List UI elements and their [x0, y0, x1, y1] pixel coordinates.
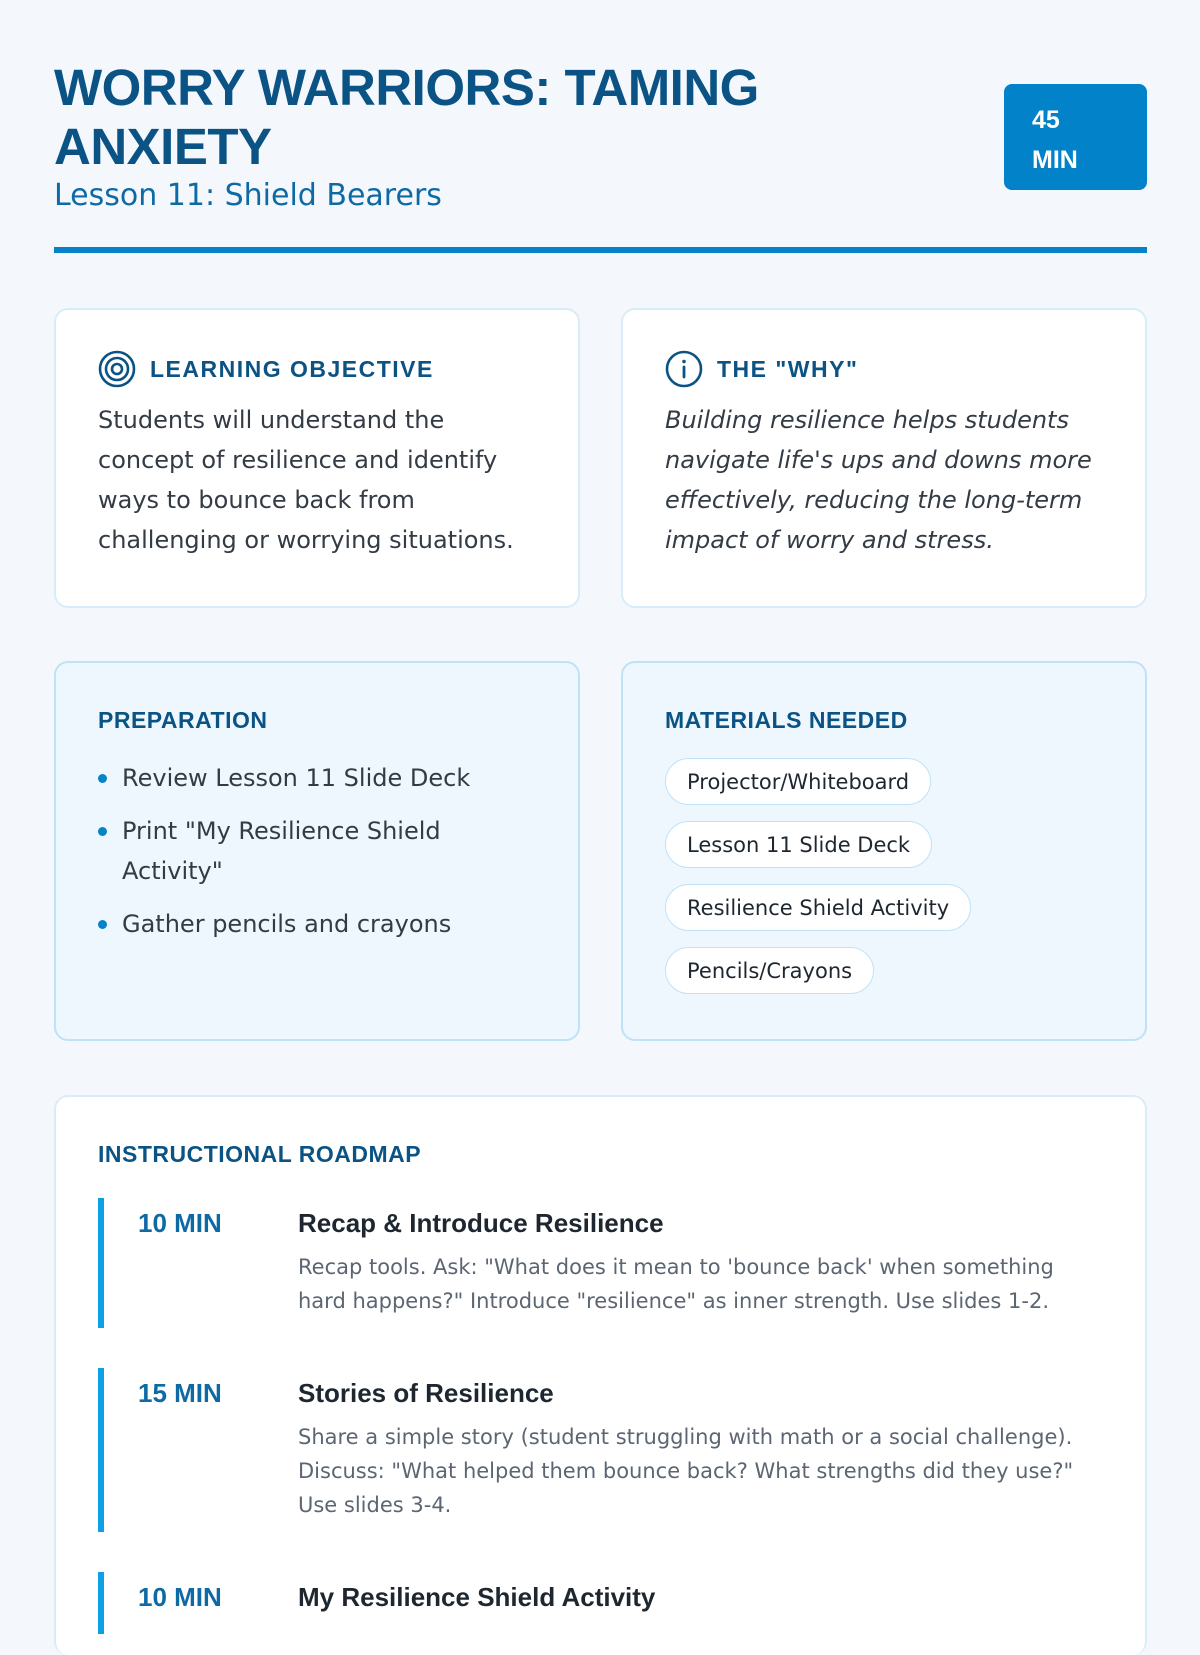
header-divider: [54, 247, 1147, 253]
preparation-heading: PREPARATION: [98, 707, 268, 733]
duration-value: 45: [1032, 106, 1060, 134]
page-title: WORRY WARRIORS: TAMING ANXIETY: [54, 59, 759, 175]
list-item: Print "My Resilience Shield Activity": [98, 811, 538, 891]
learning-objective-card: [54, 308, 580, 608]
materials-list: [665, 758, 1105, 994]
step-description: Recap tools. Ask: "What does it mean to 'bounce back' when something hard happens?" Introduce "resilience" as inner strength. Use slides 1-2.: [298, 1255, 1054, 1313]
step-title: Recap & Introduce Resilience: [298, 1208, 664, 1238]
step-description: Share a simple story (student struggling with math or a social challenge). Discuss: "What helped them bounce back? What strengths did they use?" Use slides 3-4.: [298, 1425, 1074, 1517]
header: [54, 0, 1147, 254]
material-chip: Lesson 11 Slide Deck: [665, 821, 932, 868]
roadmap-step: [98, 1572, 1105, 1634]
learning-objective-text: Students will understand the concept of resilience and identify ways to bounce back from challenging or worrying situations.: [98, 406, 514, 554]
step-time: 10 MIN: [138, 1582, 222, 1612]
material-chip: Resilience Shield Activity: [665, 884, 971, 931]
materials-heading: MATERIALS NEEDED: [665, 707, 908, 733]
step-title: Stories of Resilience: [298, 1378, 554, 1408]
step-description: [298, 1624, 1105, 1634]
instructional-roadmap-card: [54, 1095, 1147, 1655]
why-header: [665, 350, 1105, 388]
learning-objective-header: [98, 350, 538, 388]
roadmap-heading: INSTRUCTIONAL ROADMAP: [98, 1141, 422, 1167]
roadmap-step: [98, 1368, 1105, 1532]
why-text: Building resilience helps students navigate life's ups and downs more effectively, reducing the long-term impact of worry and stress.: [665, 406, 1092, 554]
step-time: 10 MIN: [138, 1208, 222, 1238]
list-item: Gather pencils and crayons: [98, 904, 538, 944]
materials-card: [621, 661, 1147, 1041]
preparation-list: [98, 758, 538, 944]
learning-objective-heading: LEARNING OBJECTIVE: [150, 355, 434, 382]
why-card: [621, 308, 1147, 608]
info-icon: [665, 350, 703, 388]
material-chip: Pencils/Crayons: [665, 947, 874, 994]
list-item: Review Lesson 11 Slide Deck: [98, 758, 538, 798]
step-time: 15 MIN: [138, 1378, 222, 1408]
lesson-plan-page: [54, 0, 1147, 1612]
lesson-subtitle: Lesson 11: Shield Bearers: [54, 178, 442, 213]
material-chip: Projector/Whiteboard: [665, 758, 931, 805]
target-icon: [98, 350, 136, 388]
duration-badge: [1004, 84, 1147, 190]
why-heading: THE "WHY": [717, 355, 859, 382]
duration-unit: MIN: [1032, 146, 1078, 174]
roadmap-step: [98, 1198, 1105, 1328]
step-title: My Resilience Shield Activity: [298, 1582, 656, 1612]
preparation-card: [54, 661, 580, 1041]
